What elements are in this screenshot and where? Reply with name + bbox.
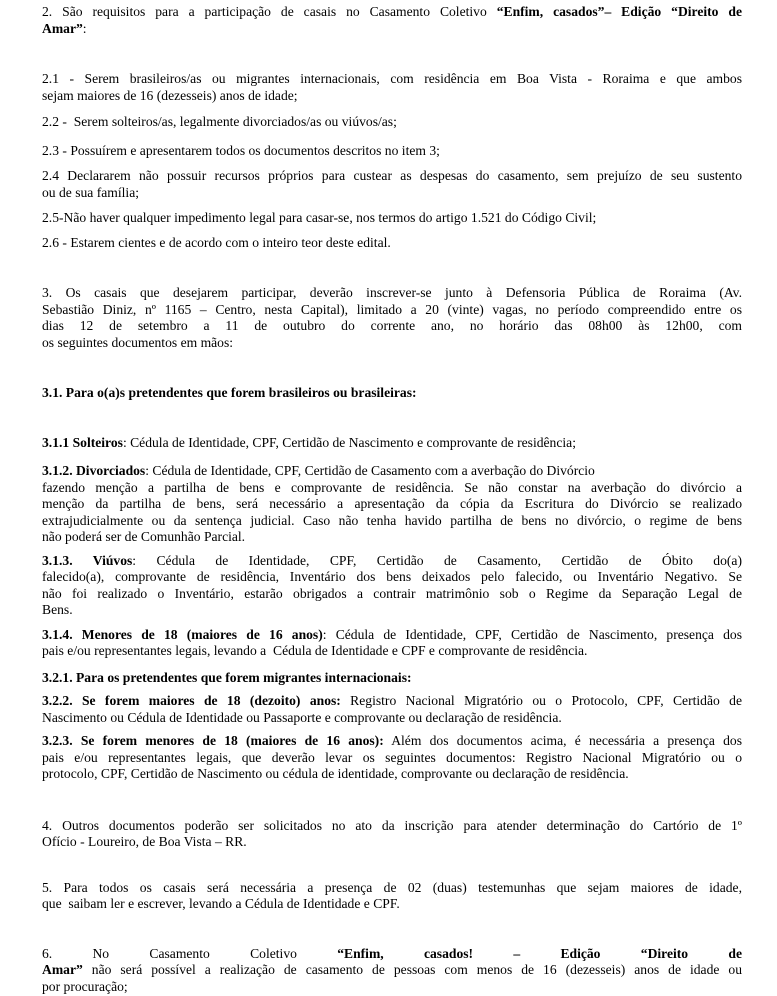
- paragraph-item-2-3: [42, 143, 742, 160]
- text-line: [42, 750, 742, 767]
- document-body: [42, 4, 742, 995]
- text-segment: 2. São requisitos para a participação de casais no Casamento Coletivo: [42, 4, 497, 19]
- paragraph-item-2-1: [42, 71, 742, 104]
- paragraph-item-3-1-2: [42, 463, 742, 546]
- text-segment: ou de sua família;: [42, 184, 140, 200]
- text-line: [42, 602, 742, 619]
- paragraph-item-5: [42, 880, 742, 913]
- text-segment: :: [82, 20, 87, 36]
- text-segment: falecido(a), comprovante de residência, Inventário dos bens deixados pelo falecido, ou Inventário Negativo. Se: [42, 569, 742, 584]
- text-line: [42, 818, 742, 835]
- text-segment: 2.6 - Estarem cientes e de acordo com o inteiro teor deste edital.: [42, 234, 391, 250]
- text-line: [42, 143, 742, 160]
- text-segment: que saibam ler e escrever, levando a Cédula de Identidade e CPF.: [42, 896, 400, 911]
- paragraph-item-3: [42, 285, 742, 351]
- paragraph-item-3-1-4: [42, 627, 742, 660]
- text-line: [42, 880, 742, 897]
- text-line: [42, 513, 742, 530]
- bold-text-segment: 3.1. Para o(a)s pretendentes que forem brasileiros ou brasileiras:: [42, 385, 417, 400]
- text-line: [42, 710, 742, 727]
- text-line: [42, 979, 742, 996]
- text-line: [42, 435, 742, 452]
- paragraph-item-3-1: [42, 385, 742, 402]
- bold-text-segment: 3.1.3. Viúvos: [42, 552, 133, 568]
- paragraph-item-2-4: [42, 168, 742, 201]
- text-segment: não será possível a realização de casamento de pessoas com menos de 16 (dezesseis) anos de idade ou: [82, 962, 742, 977]
- text-line: [42, 529, 742, 546]
- text-line: [42, 4, 742, 21]
- paragraph-item-3-2-3: [42, 733, 742, 783]
- bold-text-segment: 3.1.1 Solteiros: [42, 434, 123, 450]
- text-segment: pais e/ou representantes legais, levando a Cédula de Identidade e CPF e comprovante de residência.: [42, 643, 588, 658]
- bold-text-segment: 3.2.3. Se forem menores de 18 (maiores de 16 anos):: [42, 733, 384, 748]
- text-segment: 2.2 - Serem solteiros/as, legalmente divorciados/as ou viúvos/as;: [42, 114, 397, 129]
- text-segment: Registro Nacional Migratório ou o Protocolo, CPF, Certidão de: [340, 693, 742, 708]
- text-line: [42, 185, 742, 202]
- bold-text-segment: “Enfim, casados! – Edição “Direito de: [337, 945, 742, 961]
- paragraph-item-3-1-1: [42, 435, 742, 452]
- text-segment: não poderá ser de Comunhão Parcial.: [42, 529, 246, 544]
- text-segment: dias 12 de setembro a 11 de outubro do corrente ano, no horário das 08h00 às 12h00, com: [42, 318, 742, 333]
- paragraph-item-2-5: [42, 210, 742, 227]
- text-segment: protocolo, CPF, Certidão de Nascimento ou cédula de identidade, comprovante ou declaração de residência.: [42, 766, 629, 781]
- text-line: [42, 168, 742, 185]
- text-line: [42, 318, 742, 335]
- bold-text-segment: Amar”: [42, 962, 83, 977]
- text-segment: : Cédula de Identidade, CPF, Certidão de Casamento com a averbação do Divórcio: [145, 463, 595, 478]
- paragraph-item-2-6: [42, 235, 742, 252]
- text-segment: Nascimento ou Cédula de Identidade ou Passaporte e comprovante ou declaração de residência.: [42, 709, 562, 725]
- bold-text-segment: Amar”: [42, 20, 83, 36]
- text-line: [42, 553, 742, 570]
- paragraph-item-4: [42, 818, 742, 851]
- text-line: [42, 302, 742, 319]
- text-segment: 3. Os casais que desejarem participar, deverão inscrever-se junto à Defensoria Pública de Roraima (Av.: [42, 285, 742, 300]
- text-segment: Bens.: [42, 602, 73, 617]
- text-line: [42, 896, 742, 913]
- text-line: [42, 335, 742, 352]
- text-segment: 6. No Casamento Coletivo: [42, 945, 338, 961]
- text-segment: : Cédula de Identidade, CPF, Certidão de Casamento, Certidão de Óbito do(a): [132, 552, 742, 568]
- text-line: [42, 586, 742, 603]
- bold-text-segment: 3.2.2. Se forem maiores de 18 (dezoito) anos:: [42, 693, 341, 708]
- paragraph-item-3-2-2: [42, 693, 742, 726]
- text-segment: : Cédula de Identidade, CPF, Certidão de Nascimento e comprovante de residência;: [122, 434, 576, 450]
- text-line: [42, 210, 742, 227]
- text-line: [42, 235, 742, 252]
- text-segment: extrajudicialmente ou da sentença judicial. Caso não tenha havido partilha de bens no divórcio, o regime de bens: [42, 512, 742, 528]
- text-line: [42, 88, 742, 105]
- text-segment: pais e/ou representantes legais, que deverão levar os seguintes documentos: Registro Nacional Migratório ou o: [42, 749, 742, 765]
- text-line: [42, 385, 742, 402]
- text-segment: 4. Outros documentos poderão ser solicitados no ato da inscrição para atender determinação do Cartório de 1º: [42, 817, 742, 833]
- text-segment: 2.4 Declararem não possuir recursos próprios para custear as despesas do casamento, sem prejuízo de seu sustento: [42, 168, 742, 183]
- text-segment: fazendo menção a partilha de bens e comprovante de residência. Se não constar na averbação do divórcio a: [42, 479, 742, 495]
- paragraph-item-2: [42, 4, 742, 37]
- text-segment: sejam maiores de 16 (dezesseis) anos de idade;: [42, 87, 298, 103]
- bold-text-segment: 3.1.2. Divorciados: [42, 463, 146, 478]
- text-segment: os seguintes documentos em mãos:: [42, 334, 234, 350]
- text-line: [42, 946, 742, 963]
- text-line: [42, 627, 742, 644]
- text-line: [42, 285, 742, 302]
- text-line: [42, 569, 742, 586]
- text-line: [42, 21, 742, 38]
- paragraph-item-3-1-3: [42, 553, 742, 619]
- paragraph-item-2-2: [42, 114, 742, 131]
- text-line: [42, 114, 742, 131]
- text-segment: 5. Para todos os casais será necessária a presença de 02 (duas) testemunhas que sejam maiores de idade,: [42, 879, 742, 895]
- bold-text-segment: “Enfim, casados”– Edição “Direito de: [496, 4, 742, 19]
- text-line: [42, 463, 742, 480]
- text-segment: Sebastião Diniz, nº 1165 – Centro, nesta Capital), limitado a 20 (vinte) vagas, no período compreendido entre os: [42, 301, 742, 317]
- text-segment: 2.1 - Serem brasileiros/as ou migrantes internacionais, com residência em Boa Vista - Roraima e que ambos: [42, 71, 742, 86]
- paragraph-item-3-2-1: [42, 670, 742, 687]
- text-segment: não foi realizado o Inventário, estarão obrigados a contrair matrimônio sob o Regime da Separação Legal de: [42, 585, 742, 601]
- text-line: [42, 643, 742, 660]
- text-line: [42, 962, 742, 979]
- text-line: [42, 496, 742, 513]
- text-line: [42, 834, 742, 851]
- text-segment: : Cédula de Identidade, CPF, Certidão de Nascimento, presença dos: [322, 626, 742, 642]
- text-line: [42, 733, 742, 750]
- text-line: [42, 693, 742, 710]
- text-line: [42, 480, 742, 497]
- text-segment: menção da partilha de bens, será necessário a apresentação da cópia da Escritura do Divórcio se realizado: [42, 496, 742, 511]
- text-segment: Ofício - Loureiro, de Boa Vista – RR.: [42, 834, 247, 849]
- text-line: [42, 766, 742, 783]
- text-segment: Além dos documentos acima, é necessária a presença dos: [383, 733, 742, 748]
- text-line: [42, 71, 742, 88]
- paragraph-item-6: [42, 946, 742, 996]
- bold-text-segment: 3.1.4. Menores de 18 (maiores de 16 anos): [42, 626, 323, 642]
- text-segment: 2.5-Não haver qualquer impedimento legal para casar-se, nos termos do artigo 1.521 do Código Civil;: [42, 210, 597, 225]
- bold-text-segment: 3.2.1. Para os pretendentes que forem migrantes internacionais:: [42, 669, 412, 685]
- text-line: [42, 670, 742, 687]
- text-segment: por procuração;: [42, 978, 128, 994]
- text-segment: 2.3 - Possuírem e apresentarem todos os documentos descritos no item 3;: [42, 142, 440, 158]
